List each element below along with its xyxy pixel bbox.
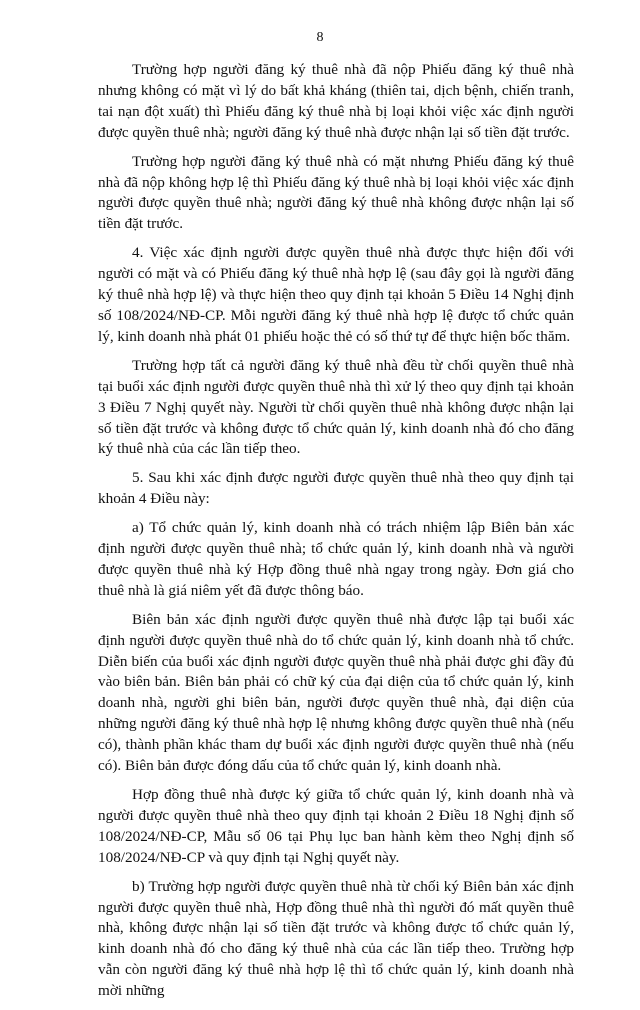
paragraph: Trường hợp người đăng ký thuê nhà có mặt nhưng Phiếu đăng ký thuê nhà đã nộp không hợp lệ thì Phiếu đăng ký thuê nhà bị loại khỏi việc xác định người được quyền thuê nhà; người đăng ký thuê nhà không được nhận lại số tiền đặt trước. [98,152,574,233]
paragraph: Trường hợp người đăng ký thuê nhà đã nộp Phiếu đăng ký thuê nhà nhưng không có mặt vì lý do bất khả kháng (thiên tai, dịch bệnh, chiến tranh, tai nạn đột xuất) thì Phiếu đăng ký thuê nhà bị loại khỏi việc xác định người được quyền thuê nhà; người đăng ký thuê nhà được nhận lại số tiền đặt trước. [98,61,574,141]
paragraph: Biên bản xác định người được quyền thuê nhà được lập tại buổi xác định người được quyền thuê nhà do tổ chức quản lý, kinh doanh nhà tổ chức. Diễn biến của buổi xác định người được quyền thuê nhà phải được ghi đầy đủ vào biên bản. Biên bản phải có chữ ký của đại diện của tổ chức quản lý, kinh doanh nhà, người ghi biên bản, người được quyền thuê nhà, đại diện của những người đăng ký thuê nhà hợp lệ nhưng không được quyền thuê nhà (nếu có), thành phần khác tham dự buổi xác định người được quyền thuê nhà (nếu có). Biên bản được đóng dấu của tổ chức quản lý, kinh doanh nhà. [98,610,574,775]
paragraph: 5. Sau khi xác định được người được quyền thuê nhà theo quy định tại khoản 4 Điều này: [98,469,574,508]
paragraph: a) Tổ chức quản lý, kinh doanh nhà có trách nhiệm lập Biên bản xác định người được quyền thuê nhà; tổ chức quản lý, kinh doanh nhà và người được quyền thuê nhà ký Hợp đồng thuê nhà ngay trong ngày. Đơn giá cho thuê nhà là giá niêm yết đã được thông báo. [98,519,574,599]
paragraph: Hợp đồng thuê nhà được ký giữa tổ chức quản lý, kinh doanh nhà và người được quyền thuê nhà theo quy định tại khoản 2 Điều 18 Nghị định số 108/2024/NĐ-CP, Mẫu số 06 tại Phụ lục ban hành kèm theo Nghị định số 108/2024/NĐ-CP và quy định tại Nghị quyết này. [98,786,574,866]
paragraph: 4. Việc xác định người được quyền thuê nhà được thực hiện đối với người có mặt và có Phiếu đăng ký thuê nhà hợp lệ (sau đây gọi là người đăng ký thuê nhà hợp lệ) và thực hiện theo quy định tại khoản 5 Điều 14 Nghị định số 108/2024/NĐ-CP. Mỗi người đăng ký thuê nhà hợp lệ được tổ chức quản lý, kinh doanh nhà phát 01 phiếu hoặc thẻ có số thứ tự để thực hiện bốc thăm. [98,244,574,345]
paragraph: b) Trường hợp người được quyền thuê nhà từ chối ký Biên bản xác định người được quyền thuê nhà, Hợp đồng thuê nhà thì người đó mất quyền thuê nhà, không được nhận lại số tiền đặt trước và không được tổ chức quản lý, kinh doanh nhà đó cho đăng ký thuê nhà của các lần tiếp theo. Trường hợp vẫn còn người đăng ký thuê nhà hợp lệ thì tổ chức quản lý, kinh doanh nhà mời những [98,877,574,1000]
paragraph: Trường hợp tất cả người đăng ký thuê nhà đều từ chối quyền thuê nhà tại buổi xác định người được quyền thuê nhà thì xử lý theo quy định tại khoản 3 Điều 7 Nghị quyết này. Người từ chối quyền thuê nhà không được nhận lại số tiền đặt trước và không được tổ chức quản lý, kinh doanh nhà đó cho đăng ký thuê nhà của các lần tiếp theo. [98,356,574,458]
document-body [98,60,574,1010]
page-number: 8 [316,30,324,45]
